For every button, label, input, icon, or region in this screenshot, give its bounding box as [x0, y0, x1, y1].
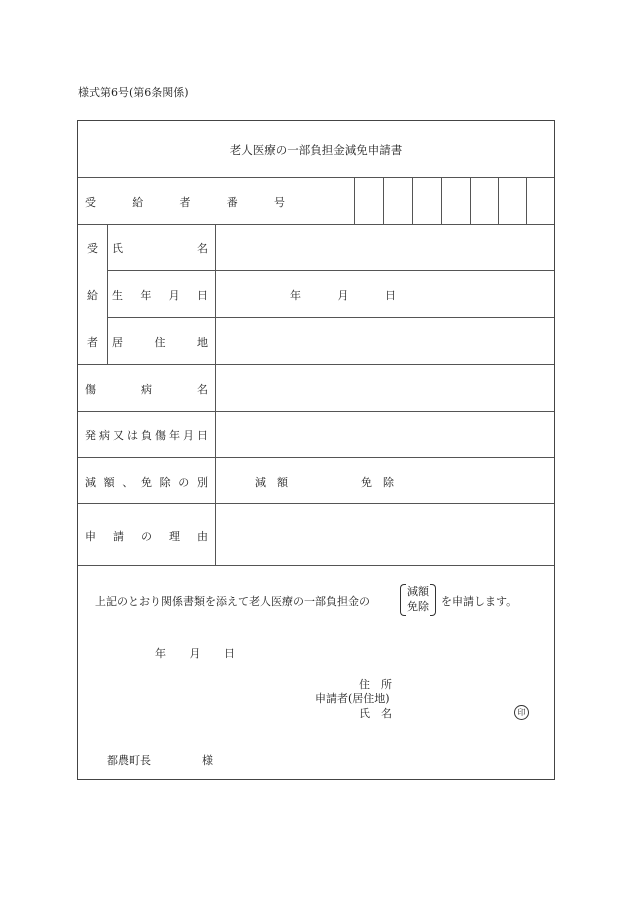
onset-label: は: [127, 429, 138, 442]
year-label: 年: [155, 647, 166, 660]
recipient-number-label: 給: [132, 196, 144, 209]
reason-label: 由: [197, 530, 208, 543]
number-box-divider: [470, 177, 471, 224]
onset-label: 発: [85, 429, 96, 442]
name-label: 名: [197, 242, 208, 255]
application-date[interactable]: [155, 645, 235, 661]
onset-label: 年: [169, 429, 180, 442]
option-exemption[interactable]: 免 除: [361, 476, 394, 489]
illness-label: 名: [197, 383, 208, 396]
recipient-number-label: 号: [274, 196, 285, 209]
declaration-text-end: を申請します。: [441, 595, 518, 608]
declaration-text: 上記のとおり関係書類を添えて老人医療の一部負担金の: [95, 595, 370, 608]
reason-label: 理: [169, 530, 180, 543]
distinction-label: 減: [85, 476, 96, 489]
divider: [78, 177, 554, 178]
reduction-exemption-brace: [400, 584, 436, 616]
distinction-label: 、: [122, 476, 134, 489]
illness-label: 病: [141, 383, 152, 396]
reason-label: 申: [85, 530, 96, 543]
birthdate-label: 年: [140, 289, 152, 302]
birthdate-label: 月: [168, 289, 180, 302]
divider: [78, 364, 554, 365]
distinction-label: の: [178, 476, 190, 489]
addressee-office: 都農町長: [107, 754, 151, 767]
day-label: 日: [385, 289, 396, 302]
number-box-divider: [498, 177, 499, 224]
name-label: 氏: [112, 242, 123, 255]
number-box-divider: [412, 177, 413, 224]
number-box-divider: [354, 177, 355, 224]
year-label: 年: [290, 289, 301, 302]
distinction-label: 除: [159, 476, 171, 489]
recipient-side-label: 給: [87, 289, 98, 302]
address-label: 住 所: [359, 678, 392, 691]
divider: [78, 411, 554, 412]
right-brace: [430, 584, 436, 616]
brace-choice-bottom[interactable]: 免除: [407, 600, 429, 613]
distinction-label: 別: [196, 476, 208, 489]
seal-mark: 印: [514, 705, 529, 720]
month-label: 月: [337, 289, 349, 302]
reason-label: 請: [113, 530, 124, 543]
form-number-label: 様式第6号(第6条関係): [78, 86, 189, 99]
form-title: 老人医療の一部負担金減免申請書: [229, 143, 403, 157]
divider: [78, 457, 554, 458]
recipient-side-label: 受: [87, 242, 98, 255]
day-label: 日: [224, 647, 235, 660]
left-brace: [400, 584, 406, 616]
residence-label: 地: [197, 336, 208, 349]
divider: [107, 270, 554, 271]
birthdate-label: 日: [196, 289, 208, 302]
birthdate-field[interactable]: [290, 287, 396, 303]
illness-label: 傷: [85, 383, 96, 396]
distinction-label: 免: [140, 476, 152, 489]
group-divider: [107, 224, 108, 364]
divider: [107, 317, 554, 318]
month-label: 月: [189, 647, 201, 660]
name-field[interactable]: [218, 227, 552, 267]
onset-label: 又: [113, 429, 124, 442]
name-label: 氏 名: [359, 707, 392, 720]
label-column-divider: [215, 224, 216, 565]
application-form: [77, 120, 555, 780]
recipient-number-label: 番: [226, 196, 238, 209]
reason-field[interactable]: [218, 506, 552, 562]
onset-field[interactable]: [218, 414, 552, 454]
onset-label: 負: [141, 429, 152, 442]
addressee-honorific: 様: [202, 754, 213, 767]
onset-label: 傷: [155, 429, 166, 442]
onset-label: 日: [197, 429, 208, 442]
number-box-divider: [383, 177, 384, 224]
recipient-number-label: 者: [179, 196, 191, 209]
applicant-label: 申請者(居住地): [315, 692, 390, 705]
birthdate-label: 生: [112, 289, 123, 302]
divider: [78, 224, 554, 225]
divider: [78, 503, 554, 504]
illness-field[interactable]: [218, 367, 552, 407]
recipient-number-label: 受: [85, 196, 96, 209]
residence-label: 住: [154, 336, 166, 349]
option-reduction[interactable]: 減 額: [255, 476, 288, 489]
onset-label: 病: [99, 429, 110, 442]
number-box-divider: [441, 177, 442, 224]
divider: [78, 565, 554, 566]
onset-label: 月: [183, 429, 194, 442]
distinction-label: 額: [103, 476, 115, 489]
reason-label: の: [141, 530, 152, 543]
number-box-divider: [526, 177, 527, 224]
residence-field[interactable]: [218, 320, 552, 360]
brace-choice-top[interactable]: 減額: [407, 585, 429, 598]
recipient-side-label: 者: [87, 336, 98, 349]
residence-label: 居: [112, 336, 123, 349]
